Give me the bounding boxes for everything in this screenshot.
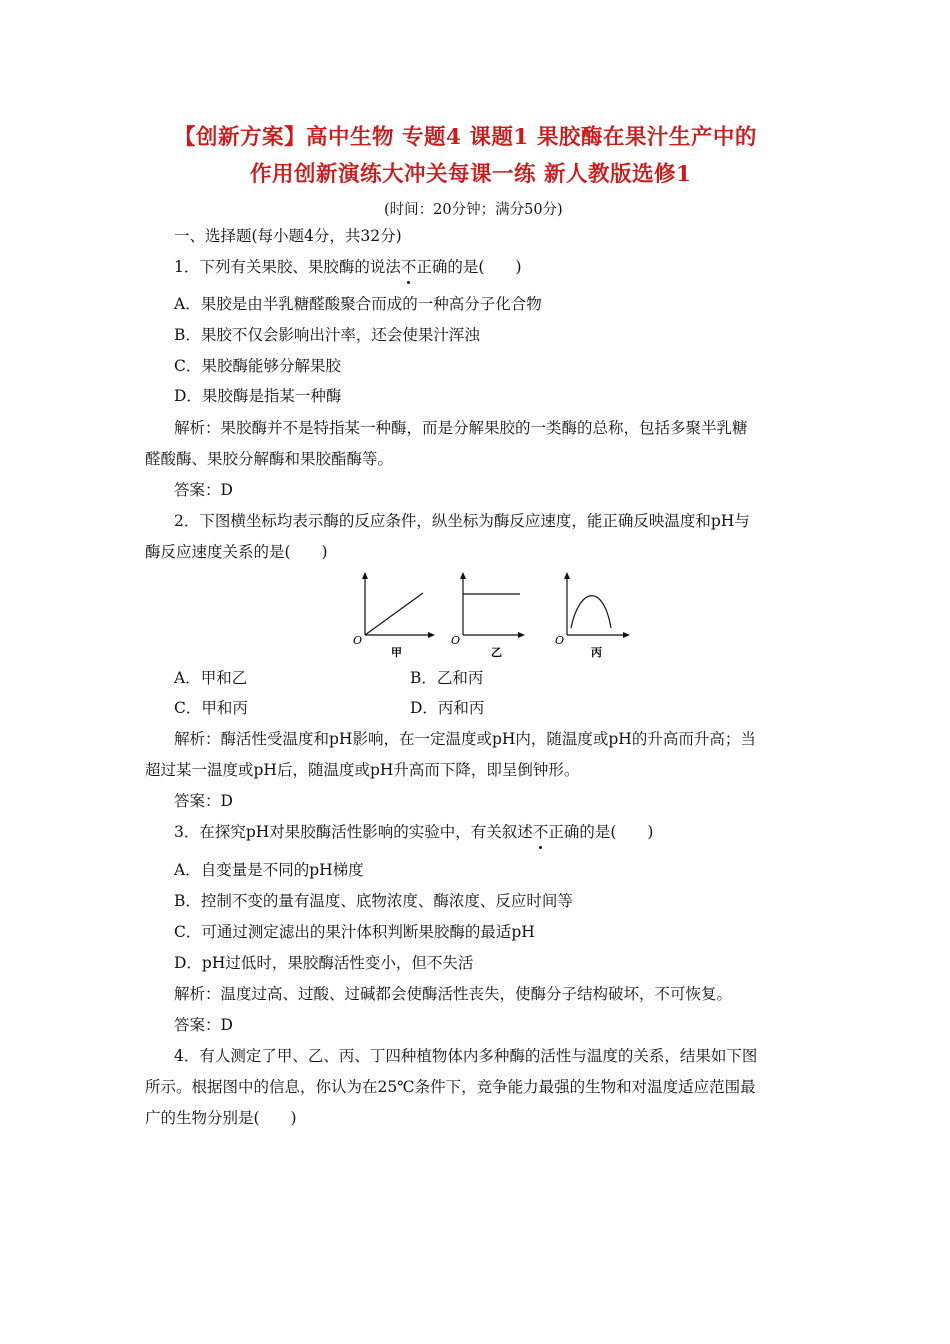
question-1-explanation-1: 解析：果胶酶并不是特指某一种酶，而是分解果胶的一类酶的总称，包括多聚半乳糖 [174, 419, 748, 437]
y-axis-arrow [460, 572, 466, 579]
question-2-stem-2: 酶反应速度关系的是( ) [145, 543, 328, 561]
y-axis-arrow [564, 572, 570, 579]
question-4-stem-3: 广的生物分别是( ) [145, 1109, 297, 1127]
graph-label-jia: 甲 [391, 646, 402, 659]
question-1-explanation-2: 醛酸酶、果胶分解酶和果胶酯酶等。 [145, 450, 394, 468]
document-title-line-1: 【创新方案】高中生物 专题4 课题1 果胶酶在果汁生产中的 [174, 125, 757, 150]
question-2-option-c: C．甲和丙 [174, 699, 248, 717]
question-1-stem-start: 1．下列有关果胶、果胶酶的说法 [174, 258, 401, 276]
emphasis-dot-char: 不 [400, 258, 417, 276]
question-1-option-a: A．果胶是由半乳糖醛酸聚合而成的一种高分子化合物 [174, 295, 542, 313]
bell-curve [571, 596, 611, 628]
question-1-option-b: B．果胶不仅会影响出汁率，还会使果汁浑浊 [174, 326, 480, 344]
time-and-score: (时间：20分钟；满分50分) [384, 202, 563, 218]
x-axis-arrow [623, 632, 630, 638]
question-2-option-b: B．乙和丙 [410, 669, 484, 687]
enzyme-rate-graphs [345, 570, 640, 662]
question-2-stem-1: 2．下图横坐标均表示酶的反应条件，纵坐标为酶反应速度，能正确反映温度和pH与 [174, 512, 750, 530]
question-2-explanation-1: 解析：酶活性受温度和pH影响，在一定温度或pH内，随温度或pH的升高而升高；当 [174, 730, 756, 748]
graph-label-bing: 丙 [591, 646, 602, 659]
graph-yi [451, 572, 525, 659]
section-heading: 一、选择题(每小题4分，共32分) [174, 227, 402, 245]
graph-bing [555, 572, 630, 659]
question-4-stem-1: 4．有人测定了甲、乙、丙、丁四种植物体内多种酶的活性与温度的关系，结果如下图 [174, 1047, 758, 1065]
origin-label: O [451, 634, 461, 647]
question-2-explanation-2: 超过某一温度或pH后，随温度或pH升高而下降，即呈倒钟形。 [145, 761, 580, 779]
x-axis-arrow [518, 632, 525, 638]
origin-label: O [353, 634, 363, 647]
question-1-option-c: C．果胶酶能够分解果胶 [174, 357, 341, 375]
question-2-option-d: D．丙和丙 [410, 699, 485, 717]
question-3-explanation: 解析：温度过高、过酸、过碱都会使酶活性丧失，使酶分子结构破坏，不可恢复。 [174, 985, 733, 1003]
question-1-stem-end: 正确的是( ) [416, 258, 522, 276]
question-3-option-c: C．可通过测定滤出的果汁体积判断果胶酶的最适pH [174, 923, 535, 941]
question-2-option-a: A．甲和乙 [174, 669, 248, 687]
x-axis-arrow [428, 632, 435, 638]
graph-jia [353, 572, 435, 659]
question-3-option-b: B．控制不变的量有温度、底物浓度、酶浓度、反应时间等 [174, 892, 573, 910]
origin-label: O [555, 634, 565, 647]
linear-curve [365, 593, 423, 635]
question-3-answer: 答案：D [174, 1016, 233, 1034]
question-3-stem-start: 3．在探究pH对果胶酶活性影响的实验中，有关叙述 [174, 823, 533, 841]
question-1-stem [174, 257, 522, 277]
question-2-answer: 答案：D [174, 792, 233, 810]
question-3-stem [174, 822, 653, 842]
document-title-line-2: 作用创新演练大冲关每课一练 新人教版选修1 [250, 162, 692, 187]
question-3-option-d: D．pH过低时，果胶酶活性变小，但不失活 [174, 954, 474, 972]
question-4-stem-2: 所示。根据图中的信息，你认为在25℃条件下，竞争能力最强的生物和对温度适应范围最 [145, 1078, 756, 1096]
graph-label-yi: 乙 [491, 646, 502, 659]
question-3-option-a: A．自变量是不同的pH梯度 [174, 861, 364, 879]
question-1-answer: 答案：D [174, 481, 233, 499]
y-axis-arrow [362, 572, 368, 579]
question-3-stem-end: 正确的是( ) [548, 823, 654, 841]
emphasis-dot-char: 不 [532, 823, 549, 841]
question-1-option-d: D．果胶酶是指某一种酶 [174, 387, 342, 405]
